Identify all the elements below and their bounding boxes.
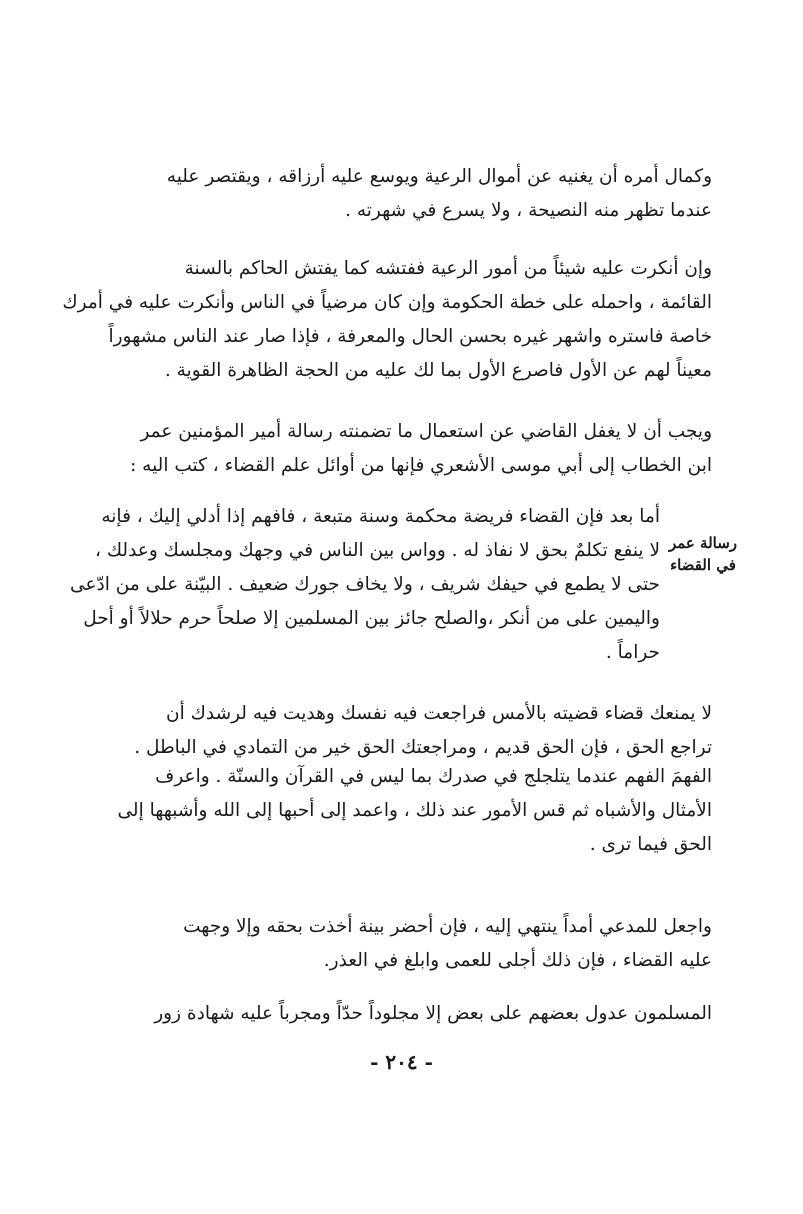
text-line: لا يمنعك قضاء قضيته بالأمس فراجعت فيه نفسك وهديت فيه لرشدك أن	[166, 703, 712, 724]
paragraph	[100, 415, 712, 483]
margin-note	[668, 532, 738, 576]
paragraph	[70, 500, 660, 670]
paragraph	[100, 160, 712, 228]
text-line: تراجع الحق ، فإن الحق قديم ، ومراجعتك الحق خير من التمادي في الباطل .	[134, 737, 712, 758]
text-line: وإن أنكرت عليه شيئاً من أمور الرعية ففتشه كما يفتش الحاكم بالسنة	[184, 258, 712, 279]
margin-note-line: في القضاء	[670, 556, 736, 574]
text-line: واليمين على من أنكر ،والصلح جائز بين المسلمين إلا صلحاً حرم حلالاً أو أحل	[83, 608, 660, 629]
text-line: واجعل للمدعي أمداً ينتهي إليه ، فإن أحضر بينة أخذت بحقه وإلا وجهت	[183, 916, 712, 937]
paragraph	[100, 910, 712, 978]
text-line: عليه القضاء ، فإن ذلك أجلى للعمى وابلغ في العذر.	[323, 950, 712, 971]
text-line: حراماً .	[605, 642, 660, 663]
text-line: المسلمون عدول بعضهم على بعض إلا مجلوداً حدّاً ومجرباً عليه شهادة زور	[154, 1003, 712, 1024]
paragraph	[100, 997, 712, 1031]
text-line: حتى لا يطمع في حيفك شريف ، ولا يخاف جورك ضعيف . البيّنة على من ادّعى	[70, 574, 660, 595]
text-line: القائمة ، واحمله على خطة الحكومة وإن كان مرضياً في الناس وأنكرت عليه في أمرك	[62, 292, 712, 313]
paragraph	[100, 697, 712, 765]
text-line: أما بعد فإن القضاء فريضة محكمة وسنة متبعة ، فافهم إذا أدلي إليك ، فإنه	[101, 506, 660, 527]
paragraph	[100, 760, 712, 862]
margin-note-line: رسالة عمر	[668, 534, 738, 552]
page-number: - ٢٠٤ -	[370, 1050, 433, 1074]
text-line: وكمال أمره أن يغنيه عن أموال الرعية ويوسع عليه أرزاقه ، ويقتصر عليه	[166, 166, 712, 187]
text-line: معيناً لهم عن الأول فاصرع الأول بما لك عليه من الحجة الظاهرة القوية .	[164, 360, 712, 381]
text-line: ابن الخطاب إلى أبي موسى الأشعري فإنها من أوائل علم القضاء ، كتب اليه :	[130, 455, 712, 476]
text-line: الحق فيما ترى .	[589, 834, 712, 855]
text-line: الأمثال والأشباه ثم قس الأمور عند ذلك ، واعمد إلى أحبها إلى الله وأشبهها إلى	[117, 800, 712, 821]
text-line: لا ينفع تكلمٌ بحق لا نفاذ له . وواس بين الناس في وجهك ومجلسك وعدلك ،	[94, 540, 660, 561]
text-line: الفهمَ الفهم عندما يتلجلج في صدرك بما ليس في القرآن والسنّة . واعرف	[155, 766, 712, 787]
paragraph	[62, 252, 712, 388]
text-line: ويجب أن لا يغفل القاضي عن استعمال ما تضمنته رسالة أمير المؤمنين عمر	[140, 421, 712, 442]
text-line: عندما تظهر منه النصيحة ، ولا يسرع في شهرته .	[345, 200, 712, 221]
text-line: خاصة فاستره واشهر غيره بحسن الحال والمعرفة ، فإذا صار عند الناس مشهوراً	[108, 326, 712, 347]
